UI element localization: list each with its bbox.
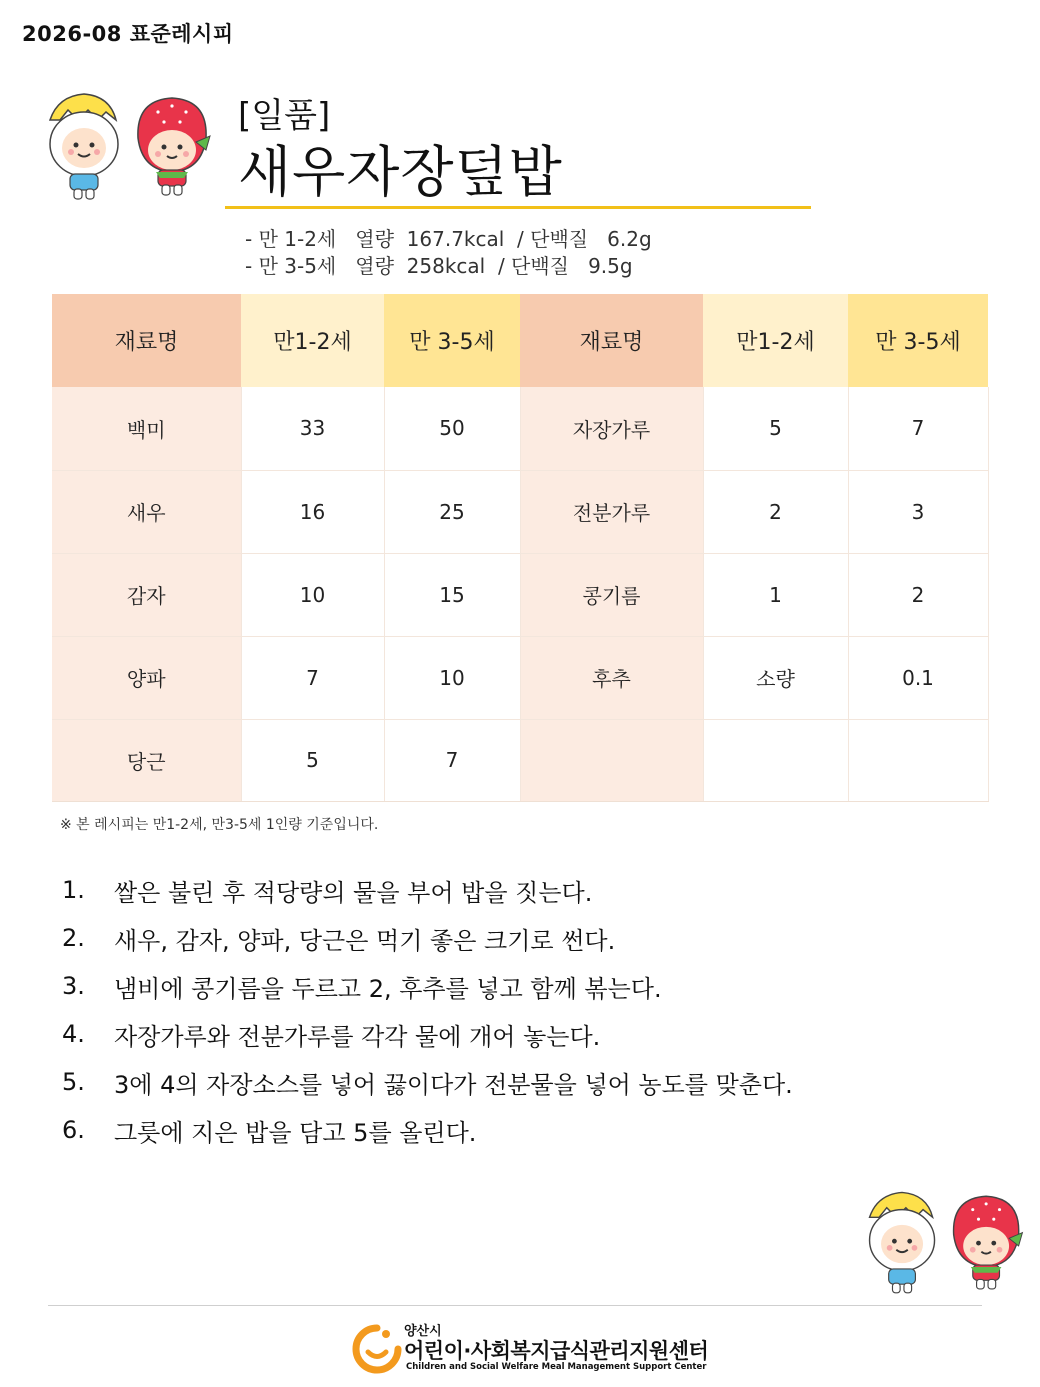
amount-1-2: 5 xyxy=(241,719,384,801)
header-age-3-5: 만 3-5세 xyxy=(384,294,520,387)
logo-city: 양산시 xyxy=(404,1324,442,1339)
amount-3-5: 0.1 xyxy=(848,636,988,719)
amount-1-2: 2 xyxy=(703,470,848,553)
amount-1-2: 7 xyxy=(241,636,384,719)
serving-footnote: ※ 본 레시피는 만1-2세, 만3-5세 1인량 기준입니다. xyxy=(60,817,379,833)
amount-1-2: 10 xyxy=(241,553,384,636)
logo-name: 어린이·사회복지급식관리지원센터 xyxy=(404,1339,709,1363)
list-item xyxy=(62,1058,793,1106)
nutrition-line-old: - 만 3-5세 열량 258kcal / 단백질 9.5g xyxy=(245,254,633,278)
logo-english-name: Children and Social Welfare Meal Management Support Center xyxy=(406,1362,707,1372)
list-item xyxy=(62,914,793,962)
step-text: 그릇에 지은 밥을 담고 5를 올린다. xyxy=(114,1118,477,1147)
step-text: 냄비에 콩기름을 두르고 2, 후추를 넣고 함께 볶는다. xyxy=(114,974,662,1003)
recipe-category: [일품] xyxy=(238,96,331,136)
amount-3-5: 50 xyxy=(384,387,520,470)
step-text: 쌀은 불린 후 적당량의 물을 부어 밥을 짓는다. xyxy=(114,878,593,907)
step-text: 3에 4의 자장소스를 넣어 끓이다가 전분물을 넣어 농도를 맞춘다. xyxy=(114,1070,793,1099)
ingredient-name: 전분가루 xyxy=(520,470,703,553)
amount-1-2: 소량 xyxy=(703,636,848,719)
step-number: 1. xyxy=(62,876,85,904)
amount-3-5: 15 xyxy=(384,553,520,636)
nutrition-info xyxy=(245,226,652,280)
mascot-characters-footer xyxy=(860,1188,1032,1302)
ingredient-name: 후추 xyxy=(520,636,703,719)
ingredient-name: 콩기름 xyxy=(520,553,703,636)
table-row xyxy=(52,719,988,801)
egg-mascot-icon xyxy=(870,1192,935,1292)
ingredient-name: 감자 xyxy=(52,553,241,636)
amount-3-5: 7 xyxy=(848,387,988,470)
smile-logo-icon xyxy=(352,1324,402,1374)
amount-1-2: 33 xyxy=(241,387,384,470)
ingredient-name: 자장가루 xyxy=(520,387,703,470)
table-row xyxy=(52,387,988,470)
ingredient-name: 백미 xyxy=(52,387,241,470)
header-age-3-5: 만 3-5세 xyxy=(848,294,988,387)
step-number: 2. xyxy=(62,924,85,952)
amount-3-5 xyxy=(848,719,988,801)
list-item xyxy=(62,1010,793,1058)
step-text: 새우, 감자, 양파, 당근은 먹기 좋은 크기로 썬다. xyxy=(114,926,616,955)
center-logo xyxy=(352,1318,712,1378)
step-number: 3. xyxy=(62,972,85,1000)
amount-3-5: 25 xyxy=(384,470,520,553)
cooking-steps xyxy=(62,866,793,1154)
ingredient-name: 양파 xyxy=(52,636,241,719)
step-number: 4. xyxy=(62,1020,85,1048)
amount-3-5: 2 xyxy=(848,553,988,636)
amount-1-2 xyxy=(703,719,848,801)
ingredient-table xyxy=(52,294,989,802)
header-ingredient-name: 재료명 xyxy=(520,294,703,387)
header-ingredient-name: 재료명 xyxy=(52,294,241,387)
amount-3-5: 7 xyxy=(384,719,520,801)
amount-3-5: 10 xyxy=(384,636,520,719)
list-item xyxy=(62,962,793,1010)
list-item xyxy=(62,1106,793,1154)
document-label: 2026-08 표준레시피 xyxy=(22,22,234,46)
title-underline xyxy=(225,206,811,209)
table-header-row xyxy=(52,294,988,387)
egg-mascot-icon xyxy=(50,94,118,199)
step-text: 자장가루와 전분가루를 각각 물에 개어 놓는다. xyxy=(114,1022,601,1051)
table-row xyxy=(52,470,988,553)
amount-1-2: 16 xyxy=(241,470,384,553)
strawberry-mascot-icon xyxy=(138,98,210,195)
ingredient-name xyxy=(520,719,703,801)
table-row xyxy=(52,553,988,636)
step-number: 5. xyxy=(62,1068,85,1096)
ingredient-name: 당근 xyxy=(52,719,241,801)
nutrition-line-young: - 만 1-2세 열량 167.7kcal / 단백질 6.2g xyxy=(245,227,652,251)
list-item xyxy=(62,866,793,914)
step-number: 6. xyxy=(62,1116,85,1144)
recipe-title: 새우자장덮밥 xyxy=(238,140,563,204)
header-age-1-2: 만1-2세 xyxy=(703,294,848,387)
footer-divider xyxy=(48,1305,982,1306)
header-age-1-2: 만1-2세 xyxy=(241,294,384,387)
strawberry-mascot-icon xyxy=(954,1196,1023,1289)
mascot-characters xyxy=(40,90,220,208)
ingredient-name: 새우 xyxy=(52,470,241,553)
amount-3-5: 3 xyxy=(848,470,988,553)
table-row xyxy=(52,636,988,719)
amount-1-2: 5 xyxy=(703,387,848,470)
amount-1-2: 1 xyxy=(703,553,848,636)
